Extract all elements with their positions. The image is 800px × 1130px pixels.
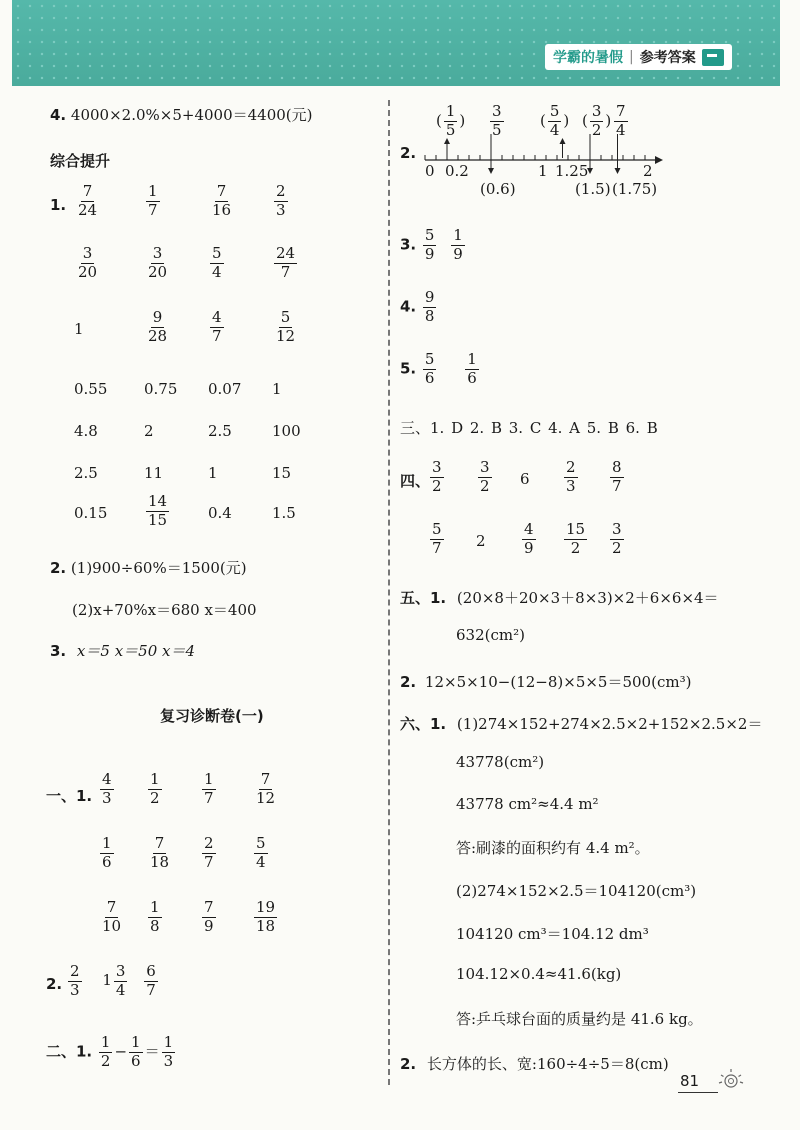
answer-cell xyxy=(144,184,162,219)
answer-cell: 1 xyxy=(74,320,84,338)
answer-cell xyxy=(252,772,279,807)
answer-cell xyxy=(144,494,171,529)
fraction: $\frac{1}{9}$ xyxy=(453,226,463,263)
answer-cell xyxy=(98,900,125,935)
answer-cell: 0.4 xyxy=(208,504,232,522)
fraction: $\frac{4}{7}$ xyxy=(212,308,222,345)
answer-cell xyxy=(74,184,101,219)
answer-cell xyxy=(146,900,164,935)
answer-cell: 6 xyxy=(520,470,530,488)
q2-number: 2. xyxy=(400,144,417,162)
er1: 二、1. $\frac{1}{2}$ − $\frac{1}{6}$ ＝ $\frac{1}{3}$ xyxy=(46,1033,174,1070)
answer-cell: 0.15 xyxy=(74,504,108,522)
fraction: $\frac{1}{6}$ xyxy=(131,1033,141,1070)
answer-cell: 100 xyxy=(272,422,301,440)
answer-cell xyxy=(200,772,218,807)
fraction: $\frac{3}{20}$ xyxy=(148,244,168,281)
si-number: 四、 xyxy=(400,472,431,490)
zh1-number: 1. xyxy=(50,196,67,214)
fraction: $\frac{24}{7}$ xyxy=(276,244,296,281)
answer-cell xyxy=(144,310,171,345)
below-label: (0.6) xyxy=(480,180,516,198)
wu1-a: 五、1. (20×8＋20×3＋8×3)×2＋6×6×4＝ xyxy=(400,589,719,607)
header-separator: | xyxy=(629,49,634,65)
fraction: $\frac{1}{2}$ xyxy=(100,1033,111,1070)
fraction: $\frac{15}{2}$ xyxy=(566,520,586,557)
zh3: 3. x＝5 x＝50 x＝4 xyxy=(50,642,196,660)
fraction: $\frac{4}{3}$ xyxy=(102,770,112,807)
fraction: $\frac{3}{2}$ xyxy=(432,458,442,495)
answer-cell xyxy=(428,522,446,557)
fraction: $\frac{1}{7}$ xyxy=(204,770,214,807)
review-title: 复习诊断卷(一) xyxy=(160,707,264,725)
sun-spiral-icon xyxy=(716,1066,746,1096)
fraction: $\frac{7}{4}$ xyxy=(616,102,626,139)
liu1-d: 答:刷漆的面积约有 4.4 m²。 xyxy=(456,839,650,857)
number-line-arrowhead xyxy=(560,138,566,144)
below-label: (1.75) xyxy=(612,180,658,198)
fraction: $\frac{2}{7}$ xyxy=(204,834,214,871)
tick-label: 0 xyxy=(425,162,435,180)
fraction: $\frac{7}{9}$ xyxy=(204,898,214,935)
brand-title: 学霸的暑假 xyxy=(553,50,623,66)
answer-cell xyxy=(476,460,494,495)
fraction: $\frac{7}{24}$ xyxy=(78,182,98,219)
fraction: $\frac{7}{18}$ xyxy=(150,834,170,871)
yi2-answers: $\frac{2}{3}$ 1 $\frac{3}{4}$ $\frac{6}{7}$ xyxy=(70,962,156,999)
answer-cell xyxy=(272,246,299,281)
liu1-g: 104.12×0.4≈41.6(kg) xyxy=(456,965,622,983)
answer-cell xyxy=(146,772,164,807)
liu1-a: 六、1. (1)274×152+274×2.5×2+152×2.5×2＝ xyxy=(400,715,763,733)
column-divider xyxy=(388,100,390,1085)
answer-cell xyxy=(200,900,218,935)
answer-cell: 15 xyxy=(272,464,292,482)
answer-cell xyxy=(252,900,279,935)
number-line-arrowhead xyxy=(488,168,494,174)
page-number-underline xyxy=(678,1092,718,1093)
answer-cell: 2 xyxy=(144,422,154,440)
answer-cell xyxy=(200,836,218,871)
q3: 3. $\frac{5}{9}$ $\frac{1}{9}$ xyxy=(400,226,463,263)
fraction: $\frac{4}{9}$ xyxy=(524,520,534,557)
fraction: $\frac{8}{7}$ xyxy=(612,458,622,495)
answer-cell xyxy=(608,522,626,557)
answer-cell: 4.8 xyxy=(74,422,98,440)
section-title-zonghe: 综合提升 xyxy=(50,152,111,170)
liu1-b: 43778(cm²) xyxy=(456,753,545,771)
section-title: 参考答案 xyxy=(639,50,696,66)
liu1-h: 答:乒乓球台面的质量约是 41.6 kg。 xyxy=(456,1010,703,1028)
fraction: $\frac{7}{16}$ xyxy=(212,182,232,219)
fraction: $\frac{2}{3}$ xyxy=(70,962,80,999)
fraction: $\frac{1}{5}$ xyxy=(445,102,456,139)
fraction: $\frac{1}{6}$ xyxy=(102,834,112,871)
zh2-a: 2. (1)900÷60%＝1500(元) xyxy=(50,559,247,577)
answer-cell xyxy=(98,772,116,807)
fraction: $\frac{1}{2}$ xyxy=(150,770,160,807)
fraction: $\frac{5}{4}$ xyxy=(256,834,266,871)
fraction: $\frac{9}{8}$ xyxy=(424,288,435,325)
tick-label: 0.2 xyxy=(445,162,469,180)
liu2: 2. 长方体的长、宽:160÷4÷5＝8(cm) xyxy=(400,1055,669,1073)
answer-cell xyxy=(208,310,226,345)
fraction: $\frac{1}{8}$ xyxy=(150,898,160,935)
answer-cell: 2.5 xyxy=(208,422,232,440)
tick-label: 2 xyxy=(643,162,653,180)
fraction: $\frac{3}{20}$ xyxy=(78,244,98,281)
header-tag xyxy=(545,44,732,70)
answer-cell: 2.5 xyxy=(74,464,98,482)
answer-cell: 2 xyxy=(476,532,486,550)
above-label: ( $\frac{3}{2}$ ) xyxy=(582,102,612,139)
answer-cell xyxy=(562,460,580,495)
fraction: $\frac{5}{6}$ xyxy=(424,350,435,387)
fraction: $\frac{3}{4}$ xyxy=(115,962,126,999)
answer-cell: 0.75 xyxy=(144,380,178,398)
answer-cell: 11 xyxy=(144,464,164,482)
answer-cell: 0.55 xyxy=(74,380,108,398)
wu2: 2. 12×5×10−(12−8)×5×5＝500(cm³) xyxy=(400,673,692,691)
fraction: $\frac{6}{7}$ xyxy=(146,962,156,999)
answer-cell: 1 xyxy=(208,464,218,482)
fraction: $\frac{2}{3}$ xyxy=(276,182,286,219)
book-icon xyxy=(702,49,724,66)
answer-cell xyxy=(562,522,589,557)
number-line-arrowhead xyxy=(615,168,621,174)
yi2-number: 2. xyxy=(46,975,63,993)
answer-cell xyxy=(144,246,171,281)
answer-cell xyxy=(98,836,116,871)
answer-cell xyxy=(74,246,101,281)
fraction: $\frac{3}{2}$ xyxy=(591,102,602,139)
answer-cell xyxy=(520,522,538,557)
fraction: $\frac{1}{3}$ xyxy=(163,1033,174,1070)
answer-cell: 1.5 xyxy=(272,504,296,522)
fraction: $\frac{3}{5}$ xyxy=(492,102,502,139)
fraction: $\frac{9}{28}$ xyxy=(148,308,168,345)
liu1-c: 43778 cm²≈4.4 m² xyxy=(456,795,599,813)
fraction: $\frac{5}{7}$ xyxy=(432,520,442,557)
answer-4: 4. 4000×2.0%×5+4000＝4400(元) xyxy=(50,106,313,124)
tick-label: 1.25 xyxy=(555,162,589,180)
fraction: $\frac{7}{10}$ xyxy=(102,898,122,935)
answer-cell xyxy=(252,836,270,871)
below-label: (1.5) xyxy=(575,180,611,198)
wu1-b: 632(cm²) xyxy=(456,626,525,644)
above-label xyxy=(488,104,506,139)
answer-cell xyxy=(272,310,299,345)
answer-cell xyxy=(208,246,226,281)
page-number: 81 xyxy=(680,1072,699,1090)
header-banner xyxy=(12,0,780,86)
answer-cell xyxy=(608,460,626,495)
above-label xyxy=(612,104,630,139)
yi1-number: 一、1. xyxy=(46,787,93,805)
fraction: $\frac{5}{9}$ xyxy=(424,226,435,263)
fraction: $\frac{19}{18}$ xyxy=(256,898,276,935)
answer-cell xyxy=(428,460,446,495)
fraction: $\frac{3}{2}$ xyxy=(612,520,622,557)
answer-cell xyxy=(146,836,173,871)
liu1-f: 104120 cm³＝104.12 dm³ xyxy=(456,925,649,943)
zh2-b: (2)x+70%x＝680 x＝400 xyxy=(72,601,257,619)
answer-cell: 0.07 xyxy=(208,380,242,398)
fraction: $\frac{14}{15}$ xyxy=(148,492,168,529)
fraction: $\frac{5}{4}$ xyxy=(212,244,222,281)
above-label: ( $\frac{1}{5}$ ) xyxy=(436,102,466,139)
answer-cell xyxy=(208,184,235,219)
answer-cell xyxy=(272,184,290,219)
fraction: $\frac{3}{2}$ xyxy=(480,458,490,495)
tick-label: 1 xyxy=(538,162,548,180)
fraction: $\frac{1}{7}$ xyxy=(148,182,158,219)
fraction: $\frac{7}{12}$ xyxy=(256,770,276,807)
liu1-e: (2)274×152×2.5＝104120(cm³) xyxy=(456,882,697,900)
number-line-arrowhead xyxy=(444,138,450,144)
above-label: ( $\frac{5}{4}$ ) xyxy=(540,102,570,139)
fraction: $\frac{5}{12}$ xyxy=(276,308,296,345)
fraction: $\frac{1}{6}$ xyxy=(467,350,477,387)
fraction: $\frac{5}{4}$ xyxy=(549,102,560,139)
q4: 4. $\frac{9}{8}$ xyxy=(400,288,435,325)
fraction: $\frac{2}{3}$ xyxy=(566,458,576,495)
q5: 5. $\frac{5}{6}$ $\frac{1}{6}$ xyxy=(400,350,477,387)
answer-cell: 1 xyxy=(272,380,282,398)
section-san: 三、1. D 2. B 3. C 4. A 5. B 6. B xyxy=(400,419,658,437)
